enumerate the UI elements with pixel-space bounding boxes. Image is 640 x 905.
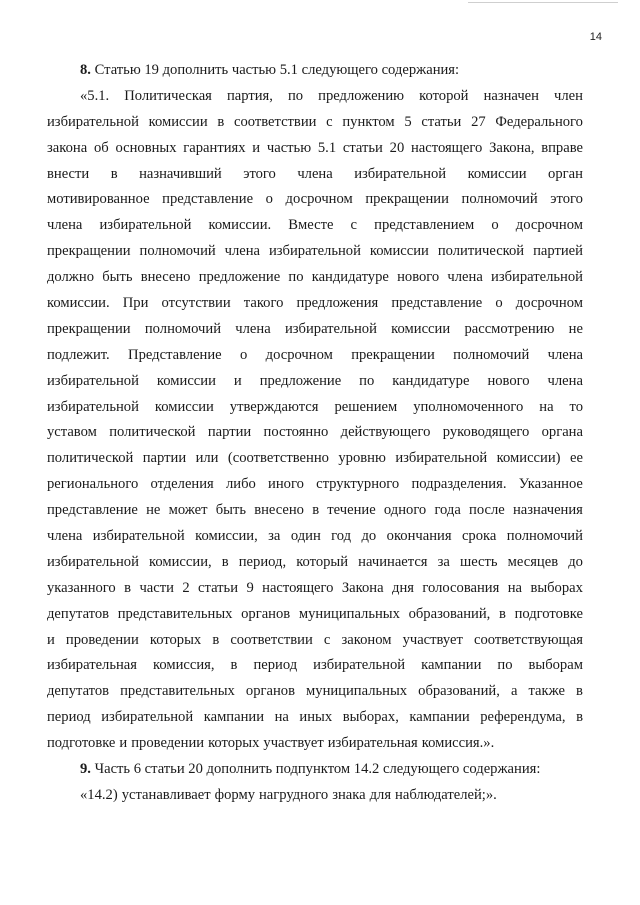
section-8-text-line: избирательной комиссии утверждаются решением уполномоченного на то [47,398,583,415]
section-8-text-line: закона об основных гарантиях и частью 5.1 статьи 20 настоящего Закона, вправе [47,139,583,156]
section-8-text-line: период избирательной кампании на иных выборах, кампании референдума, в [47,709,583,726]
section-8-text-line: комиссии. При отсутствии такого предложения представление о досрочном [47,295,583,312]
section-8-text-line: избирательной комиссии и предложение по кандидатуре нового члена [47,372,583,389]
section-9-heading-text: Часть 6 статьи 20 дополнить подпунктом 14.2 следующего содержания: [94,761,541,778]
section-8-text-line: избирательной комиссии в соответствии с пунктом 5 статьи 27 Федерального [47,113,583,130]
section-9-paragraph [47,783,583,809]
section-8-text-line: члена избирательной комиссии, за один год до окончания срока полномочий [47,528,583,545]
section-8-text-line: представление не может быть внесено в течение одного года после назначения [47,502,583,519]
section-8-heading-text: Статью 19 дополнить частью 5.1 следующего содержания: [94,62,460,78]
section-8-text-line: подлежит. Представление о досрочном прекращении полномочий члена [47,346,583,363]
section-8-text-line: избирательной комиссии, в период, который начинается за шесть месяцев до [47,553,583,570]
section-8-text-line: подготовке и проведении которых участвует избирательная комиссия.». [47,735,495,752]
section-8-text-line: мотивированное представление о досрочном прекращении полномочий этого [47,191,583,208]
section-8-text-line: прекращении полномочий члена избирательной комиссии рассмотрению не [47,320,583,337]
section-8-text-line: депутатов представительных органов муниципальных образований, а также в [47,683,583,700]
section-8-text-line: «5.1. Политическая партия, по предложению которой назначен член [80,87,583,104]
section-8-text-line: уставом политической партии постоянно действующего руководящего органа [47,424,583,441]
section-8-text-line: избирательная комиссия, в период избирательной кампании по выборам [47,657,583,674]
section-9-text-line: «14.2) устанавливает форму нагрудного знака для наблюдателей;». [80,786,497,803]
section-8-paragraph [47,84,583,757]
section-8-text-line: должно быть внесено предложение по кандидатуре нового члена избирательной [47,269,583,286]
section-8-text-line: указанного в части 2 статьи 9 настоящего Закона дня голосования на выборах [47,579,583,596]
section-8-number: 8. [80,62,91,78]
section-8-text-line: прекращении полномочий члена избирательной комиссии политической партией [47,243,583,260]
scan-artifact [468,2,618,3]
page-number: 14 [589,31,602,43]
section-8-text-line: регионального отделения либо иного структурного подразделения. Указанное [47,476,583,493]
section-8-text-line: политической партии или (соответственно уровню избирательной комиссии) ее [47,450,583,467]
section-8-heading [47,58,583,84]
section-9-heading [47,757,583,783]
section-8-text-line: депутатов представительных органов муниципальных образований, в подготовке [47,605,583,622]
section-8-text-line: члена избирательной комиссии. Вместе с представлением о досрочном [47,217,583,234]
section-9-number: 9. [80,761,91,778]
section-8-text-line: и проведении которых в соответствии с законом участвует соответствующая [47,631,583,648]
document-body [47,58,583,809]
section-8-text-line: внести в назначивший этого члена избирательной комиссии орган [47,165,583,182]
